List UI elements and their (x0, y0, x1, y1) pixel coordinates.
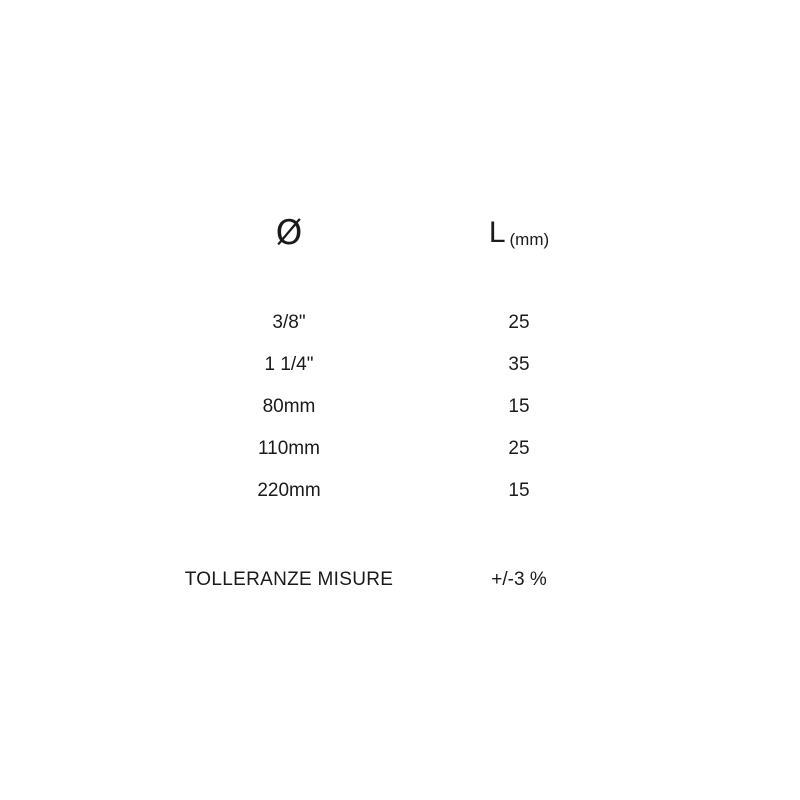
footer-spacer-right (408, 602, 630, 638)
cell-length: 15 (508, 480, 530, 501)
table-spacer-row (170, 260, 630, 302)
length-symbol: L (488, 216, 506, 249)
tolerance-value-cell (408, 558, 630, 602)
cell-diameter: 80mm (262, 396, 316, 417)
header-diameter-cell (170, 206, 408, 260)
footer-spacer-left (170, 602, 408, 638)
spacer-cell-left (170, 260, 408, 302)
cell-diameter: 110mm (258, 438, 320, 459)
gap-cell-left (170, 512, 408, 558)
table-row (170, 302, 630, 344)
tolerance-value: +/-3 % (491, 569, 547, 590)
table-row (170, 344, 630, 386)
spacer-cell-right (408, 260, 630, 302)
length-unit: (mm) (509, 230, 550, 249)
table-row (170, 386, 630, 428)
cell-diameter: 220mm (257, 480, 321, 501)
table-gap-row (170, 512, 630, 558)
table-row (170, 428, 630, 470)
cell-length: 25 (508, 438, 530, 459)
cell-length: 25 (508, 312, 530, 333)
cell-diameter: 1 1/4" (264, 354, 314, 375)
tolerance-label-cell (170, 558, 408, 602)
cell-length: 15 (508, 396, 530, 417)
gap-cell-right (408, 512, 630, 558)
diameter-symbol: Ø (275, 213, 303, 253)
specification-table (170, 206, 630, 638)
tolerance-row (170, 558, 630, 602)
cell-length: 35 (508, 354, 530, 375)
header-length-cell (408, 206, 630, 260)
table-footer-spacer-row (170, 602, 630, 638)
cell-diameter: 3/8" (272, 312, 306, 333)
table-row (170, 470, 630, 512)
tolerance-label: TOLLERANZE MISURE (184, 569, 394, 590)
table-header-row (170, 206, 630, 260)
